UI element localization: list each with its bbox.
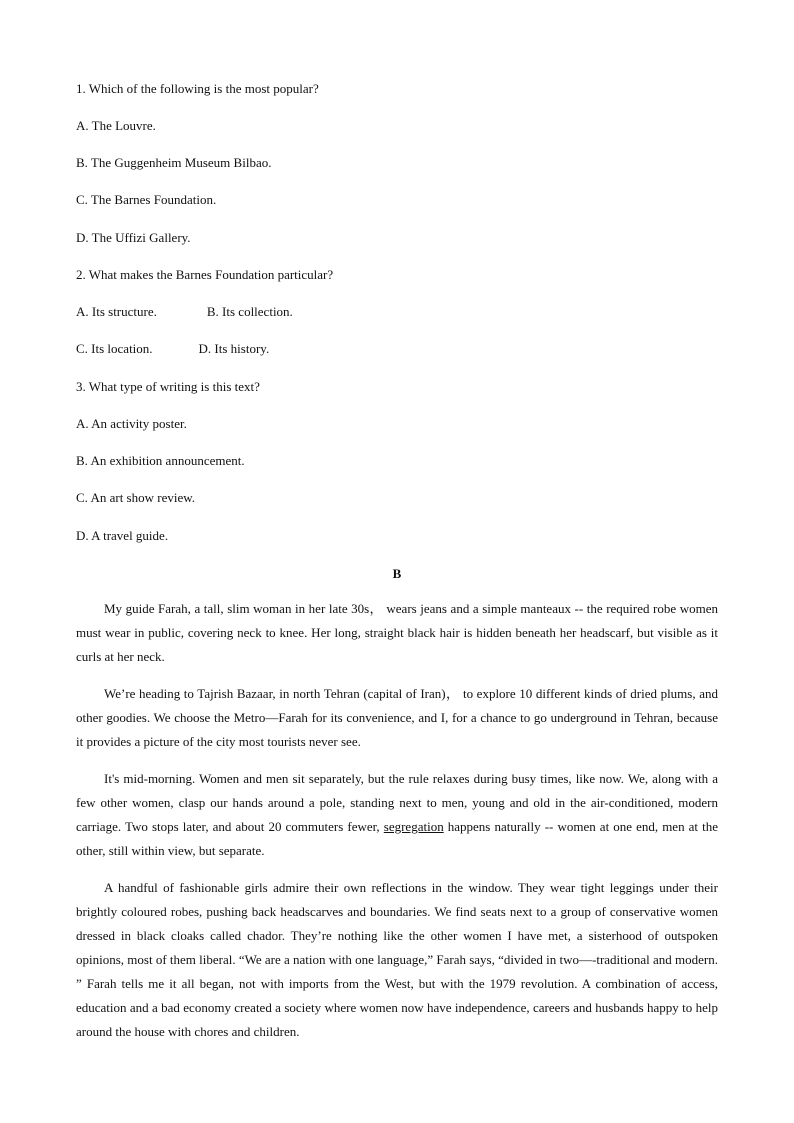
question-2-option-b: B. Its collection. <box>206 304 293 319</box>
question-3-option-d: D. A travel guide. <box>76 528 169 543</box>
section-title: B <box>392 566 402 581</box>
question-2-stem: 2. What makes the Barnes Foundation particular? <box>76 267 334 282</box>
question-2-option-c: C. Its location. <box>76 341 153 356</box>
question-2-option-a: A. Its structure. <box>76 304 157 319</box>
question-3-option-b: B. An exhibition announcement. <box>76 453 245 468</box>
question-3-option-a: A. An activity poster. <box>76 416 187 431</box>
question-1-option-b: B. The Guggenheim Museum Bilbao. <box>76 155 272 170</box>
question-1-stem: 1. Which of the following is the most popular? <box>76 81 319 96</box>
passage-paragraph-3 <box>76 767 718 863</box>
question-1-option-d: D. The Uffizi Gallery. <box>76 230 191 245</box>
question-2-option-d: D. Its history. <box>198 341 270 356</box>
question-3-option-c: C. An art show review. <box>76 490 196 505</box>
passage-paragraph-4: A handful of fashionable girls admire their own reflections in the window. They wear tight leggings under their brightly coloured robes, pushing back headscarves and boundaries. We find seats next to a group of conservative women dressed in black cloaks called chador. They’re nothing like the other women I have met, a sisterhood of outspoken opinions, most of them liberal. “We are a nation with one language,” Farah says, “divided in two—-traditional and modern. ” Farah tells me it all began, not with imports from the West, but with the 1979 revolution. A combination of access, education and a bad economy created a society where women now have independence, careers and husbands happy to help around the house with chores and children. <box>76 880 718 1039</box>
paragraph-3-text-before: It's mid-morning. Women and men sit separately, but the rule relaxes during busy times, like now. We, along with a few other women, clasp our hands around a pole, standing next to men, young and old in the air-conditioned, modern carriage. Two stops later, and about 20 commuters fewer, <box>76 771 718 834</box>
question-1-option-a: A. The Louvre. <box>76 118 156 133</box>
question-2-options-row-2 <box>76 341 269 357</box>
passage-paragraph-1: My guide Farah, a tall, slim woman in her late 30s， wears jeans and a simple manteaux -- the required robe women must wear in public, covering neck to knee. Her long, straight black hair is hidden beneath her headscarf, but visible as it curls at her neck. <box>76 601 718 664</box>
question-2-options-row-1 <box>76 304 293 320</box>
passage-paragraph-2: We’re heading to Tajrish Bazaar, in north Tehran (capital of Iran)， to explore 10 different kinds of dried plums, and other goodies. We choose the Metro—Farah for its convenience, and I, for a chance to go underground in Tehran, because it provides a picture of the city most tourists never see. <box>76 686 718 749</box>
question-3-stem: 3. What type of writing is this text? <box>76 379 260 394</box>
question-1-option-c: C. The Barnes Foundation. <box>76 192 217 207</box>
underlined-word-segregation: segregation <box>383 819 444 834</box>
paragraph-3-text-after: happens naturally -- women at one end, men at the other, still within view, but separate. <box>76 819 718 858</box>
